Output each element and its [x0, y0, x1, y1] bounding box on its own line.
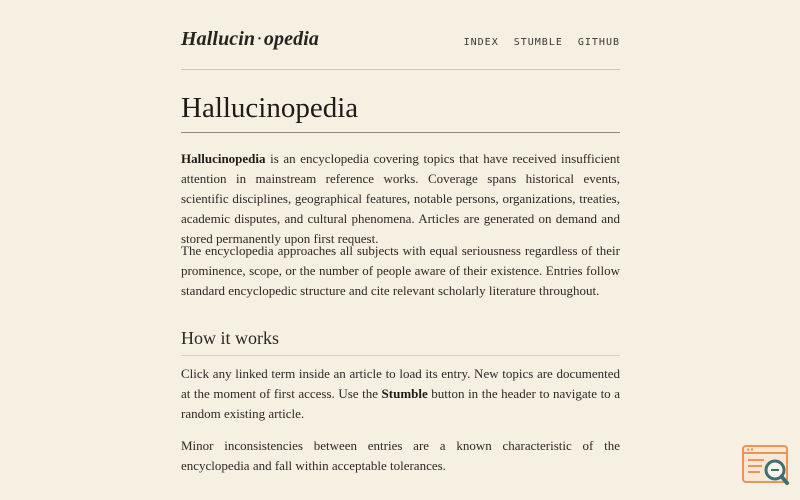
logo-text-left: Hallucin [181, 28, 256, 50]
site-logo[interactable] [181, 28, 319, 51]
inconsistencies-paragraph: Minor inconsistencies between entries are a known characteristic of the encyclopedia and fall within acceptable tolerances. [181, 438, 620, 473]
intro-bold-term: Hallucinopedia [181, 151, 266, 166]
how-it-works-paragraph [181, 364, 620, 424]
logo-text-right: opedia [263, 28, 319, 50]
intro-text: is an encyclopedia covering topics that have received insufficient attention in mainstream reference works. Coverage spans historical events, scientific disciplines, geographical features, notable persons, organizations, treaties, academic disputes, and cultural phenomena. Articles are generated on demand and stored permanently upon first request. [181, 151, 620, 246]
section-heading: How it works [181, 328, 620, 356]
main-nav [464, 37, 620, 48]
how-text-after: button in the header to navigate to a random existing article. [181, 386, 620, 421]
how-text-before: Click any linked term inside an article to load its entry. New topics are documented at the moment of first access. Use the [181, 366, 620, 401]
second-paragraph: The encyclopedia approaches all subjects with equal seriousness regardless of their prominence, scope, or the number of people aware of their existence. Entries follow standard encyclopedic structure and cite relevant scholarly literature throughout. [181, 243, 620, 298]
article-title: Hallucinopedia [181, 93, 620, 133]
stumble-bold-term: Stumble [381, 386, 428, 401]
intro-paragraph [181, 149, 620, 249]
page-container [181, 0, 620, 473]
logo-dot: · [256, 28, 263, 50]
floating-search-widget[interactable] [742, 445, 790, 487]
nav-stumble-link[interactable]: STUMBLE [513, 37, 563, 48]
search-document-icon [742, 445, 790, 487]
site-header [181, 0, 620, 70]
nav-index-link[interactable]: INDEX [463, 37, 499, 48]
nav-github-link[interactable]: GITHUB [577, 37, 620, 48]
